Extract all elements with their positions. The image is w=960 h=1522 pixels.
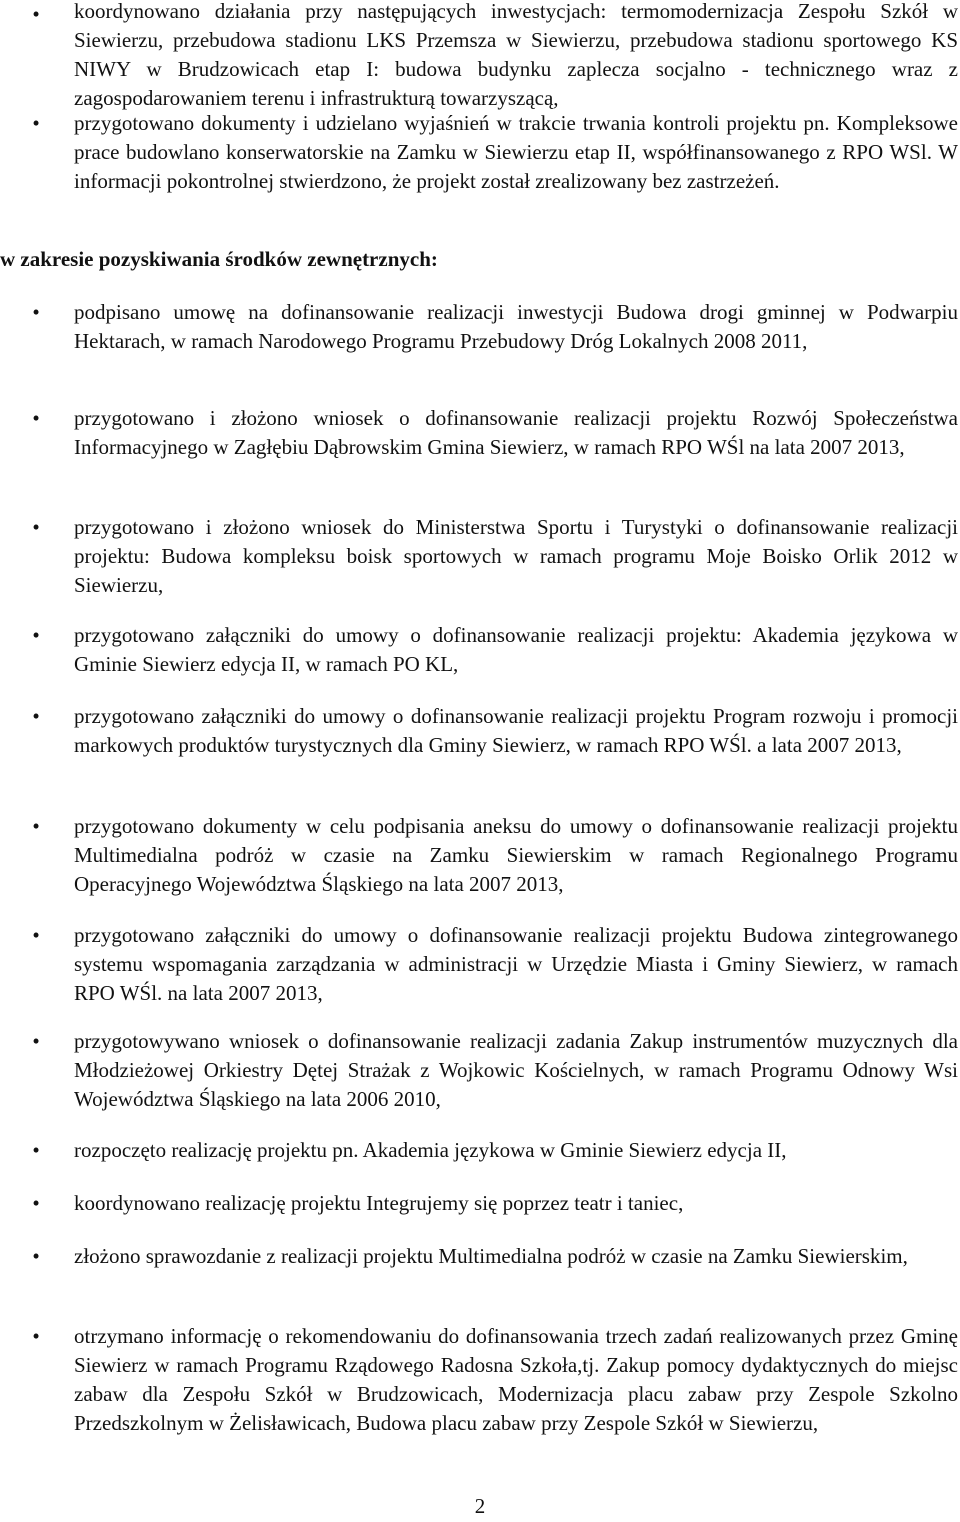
bullet-icon: •	[32, 623, 40, 647]
list-item	[32, 621, 958, 679]
list-item-text: podpisano umowę na dofinansowanie realizacji inwestycji Budowa drogi gminnej w Podwarpiu Hektarach, w ramach Narodowego Programu Przebudowy Dróg Lokalnych 2008 2011,	[74, 300, 958, 353]
bullet-icon: •	[32, 406, 40, 430]
list-item-text: przygotowano załączniki do umowy o dofinansowanie realizacji projektu Program rozwoju i promocji markowych produktów turystycznych dla Gminy Siewierz, w ramach RPO WŚl. a lata 2007 2013,	[74, 704, 958, 757]
bullet-icon: •	[32, 1191, 40, 1215]
list-item-text: koordynowano działania przy następujących inwestycjach: termomodernizacja Zespołu Szkół w Siewierzu, przebudowa stadionu LKS Przemsza w Siewierzu, przebudowa stadionu sportowego KS NIWY w Brudzowicach etap I: budowa budynku zaplecza socjalno - technicznego wraz z zagospodarowaniem terenu i infrastrukturą towarzyszącą,	[74, 0, 958, 110]
list-item	[32, 1242, 958, 1271]
bullet-icon: •	[32, 1138, 40, 1162]
list-item	[32, 812, 958, 899]
bullet-icon: •	[32, 300, 40, 324]
bullet-icon: •	[32, 2, 40, 26]
bullet-icon: •	[32, 1029, 40, 1053]
list-item	[32, 513, 958, 600]
list-item-text: przygotowano załączniki do umowy o dofinansowanie realizacji projektu: Akademia językowa w Gminie Siewierz edycja II, w ramach PO KL,	[74, 623, 958, 676]
list-item	[32, 0, 958, 113]
bullet-icon: •	[32, 1324, 40, 1348]
page-number: 2	[474, 1494, 486, 1518]
bullet-icon: •	[32, 111, 40, 135]
list-item-text: złożono sprawozdanie z realizacji projektu Multimedialna podróż w czasie na Zamku Siewierskim,	[74, 1244, 908, 1268]
list-item	[32, 1189, 958, 1218]
bullet-icon: •	[32, 814, 40, 838]
list-item	[32, 1136, 958, 1165]
list-item	[32, 404, 958, 462]
bullet-icon: •	[32, 1244, 40, 1268]
list-item	[32, 1027, 958, 1114]
list-item-text: przygotowano załączniki do umowy o dofinansowanie realizacji projektu Budowa zintegrowanego systemu wspomagania zarządzania w administracji w Urzędzie Miasta i Gminy Siewierz, w ramach RPO WŚl. na lata 2007 2013,	[74, 923, 958, 1005]
list-item	[32, 921, 958, 1008]
list-item-text: przygotowano dokumenty w celu podpisania aneksu do umowy o dofinansowanie realizacji projektu Multimedialna podróż w czasie na Zamku Siewierskim w ramach Regionalnego Programu Operacyjnego Województwa Śląskiego na lata 2007 2013,	[74, 814, 958, 896]
list-item-text: przygotowano i złożono wniosek do Ministerstwa Sportu i Turystyki o dofinansowanie realizacji projektu: Budowa kompleksu boisk sportowych w ramach programu Moje Boisko Orlik 2012 w Siewierzu,	[74, 515, 958, 597]
list-item-text: przygotowano dokumenty i udzielano wyjaśnień w trakcie trwania kontroli projektu pn. Kompleksowe prace budowlano konserwatorskie na Zamku w Siewierzu etap II, współfinansowanego z RPO WSl. W informacji pokontrolnej stwierdzono, że projekt został zrealizowany bez zastrzeżeń.	[74, 111, 958, 193]
list-item	[32, 702, 958, 760]
list-item	[32, 1322, 958, 1438]
bullet-icon: •	[32, 704, 40, 728]
section-heading: w zakresie pozyskiwania środków zewnętrznych:	[0, 247, 438, 271]
list-item-text: przygotowywano wniosek o dofinansowanie realizacji zadania Zakup instrumentów muzycznych dla Młodzieżowej Orkiestry Dętej Strażak z Wojkowic Kościelnych, w ramach Programu Odnowy Wsi Województwa Śląskiego na lata 2006 2010,	[74, 1029, 958, 1111]
list-item-text: rozpoczęto realizację projektu pn. Akademia językowa w Gminie Siewierz edycja II,	[74, 1138, 787, 1162]
list-item-text: koordynowano realizację projektu Integrujemy się poprzez teatr i taniec,	[74, 1191, 684, 1215]
list-item-text: otrzymano informację o rekomendowaniu do dofinansowania trzech zadań realizowanych przez Gminę Siewierz w ramach Programu Rządowego Radosna Szkoła,tj. Zakup pomocy dydaktycznych do miejsc zabaw dla Zespołu Szkół w Brudzowicach, Modernizacja placu zabaw przy Zespole Szkolno Przedszkolnym w Żelisławicach, Budowa placu zabaw przy Zespole Szkół w Siewierzu,	[74, 1324, 958, 1435]
list-item-text: przygotowano i złożono wniosek o dofinansowanie realizacji projektu Rozwój Społeczeństwa Informacyjnego w Zagłębiu Dąbrowskim Gmina Siewierz, w ramach RPO WŚl na lata 2007 2013,	[74, 406, 958, 459]
list-item	[32, 298, 958, 356]
bullet-icon: •	[32, 923, 40, 947]
list-item	[32, 109, 958, 196]
bullet-icon: •	[32, 515, 40, 539]
